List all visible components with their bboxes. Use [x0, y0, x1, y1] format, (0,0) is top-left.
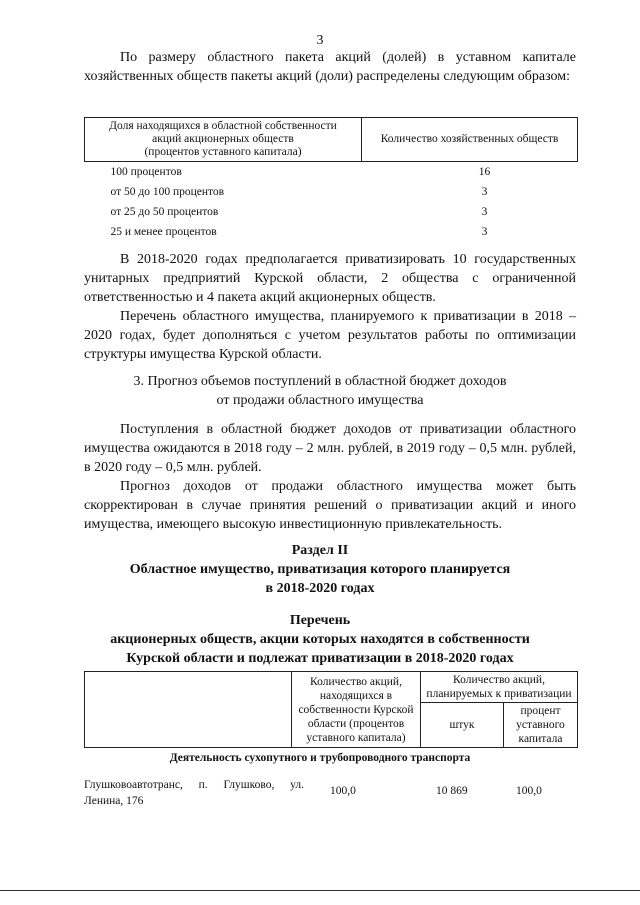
shares-owned-header: Количество акций, находящихся в собственности Курской области (процентов уставного капитала)	[292, 672, 421, 748]
income-forecast-paragraph: Поступления в областной бюджет доходов от приватизации областного имущества ожидаются в 2018 году – 2 млн. рублей, в 2019 году – 0,5 млн. рублей, в 2020 году – 0,5 млн. рублей.	[84, 422, 576, 475]
intro-paragraph: По размеру областного пакета акций (долей) в уставном капитале хозяйственных обществ пакеты акций (доли) распределены следующим образом:	[84, 50, 576, 84]
privatization-plan-paragraph: В 2018-2020 годах предполагается приватизировать 10 государственных унитарных предприятий Курской области, 2 общества с ограниченной ответственностью и 4 пакета акций акционерных обществ.	[84, 252, 576, 305]
section3-title: 3. Прогноз объемов поступлений в областной бюджет доходов от продажи областного имущества	[133, 374, 507, 408]
table-row: от 25 до 50 процентов 3	[110, 206, 488, 218]
page-number: 3	[316, 33, 324, 48]
company-name-header	[85, 672, 292, 748]
pieces-header: штук	[421, 703, 504, 748]
table-row: от 50 до 100 процентов 3	[110, 186, 488, 198]
scan-bottom-edge	[0, 890, 640, 891]
planned-shares-header: Количество акций, планируемых к приватизации	[421, 672, 578, 703]
sector-heading: Деятельность сухопутного и трубопроводного транспорта	[169, 752, 471, 764]
company-pieces: 10 869	[436, 785, 468, 797]
section2-heading: Раздел II Областное имущество, приватизация которого планируется в 2018-2020 годах	[129, 543, 511, 596]
list-update-paragraph: Перечень областного имущества, планируемого к приватизации в 2018 – 2020 годах, будет дополняться с учетом результатов работы по оптимизации структуры имущества Курской области.	[84, 309, 576, 362]
list-title: Перечень акционерных обществ, акции которых находятся в собственности Курской области и подлежат приватизации в 2018-2020 годах	[110, 613, 530, 666]
share-table-header-right: Количество хозяйственных обществ	[362, 118, 578, 162]
table-row: 100 процентов 16	[110, 166, 491, 178]
share-distribution-table	[84, 117, 578, 242]
company-share-pct: 100,0	[330, 785, 356, 797]
forecast-adjust-paragraph: Прогноз доходов от продажи областного имущества может быть скорректирован в случае принятия решений о приватизации акций и иного имущества, имеющего высокую инвестиционную привлекательность.	[84, 479, 576, 532]
percent-header: процент уставного капитала	[504, 703, 578, 748]
company-table	[84, 671, 578, 748]
table-row: 25 и менее процентов 3	[110, 226, 488, 238]
company-percent: 100,0	[516, 785, 542, 797]
share-table-header-left: Доля находящихся в областной собственности акций акционерных обществ (процентов уставного капитала)	[85, 118, 362, 162]
company-name: Глушковоавтотранс, п. Глушково, ул. Ленина, 176	[84, 779, 304, 807]
